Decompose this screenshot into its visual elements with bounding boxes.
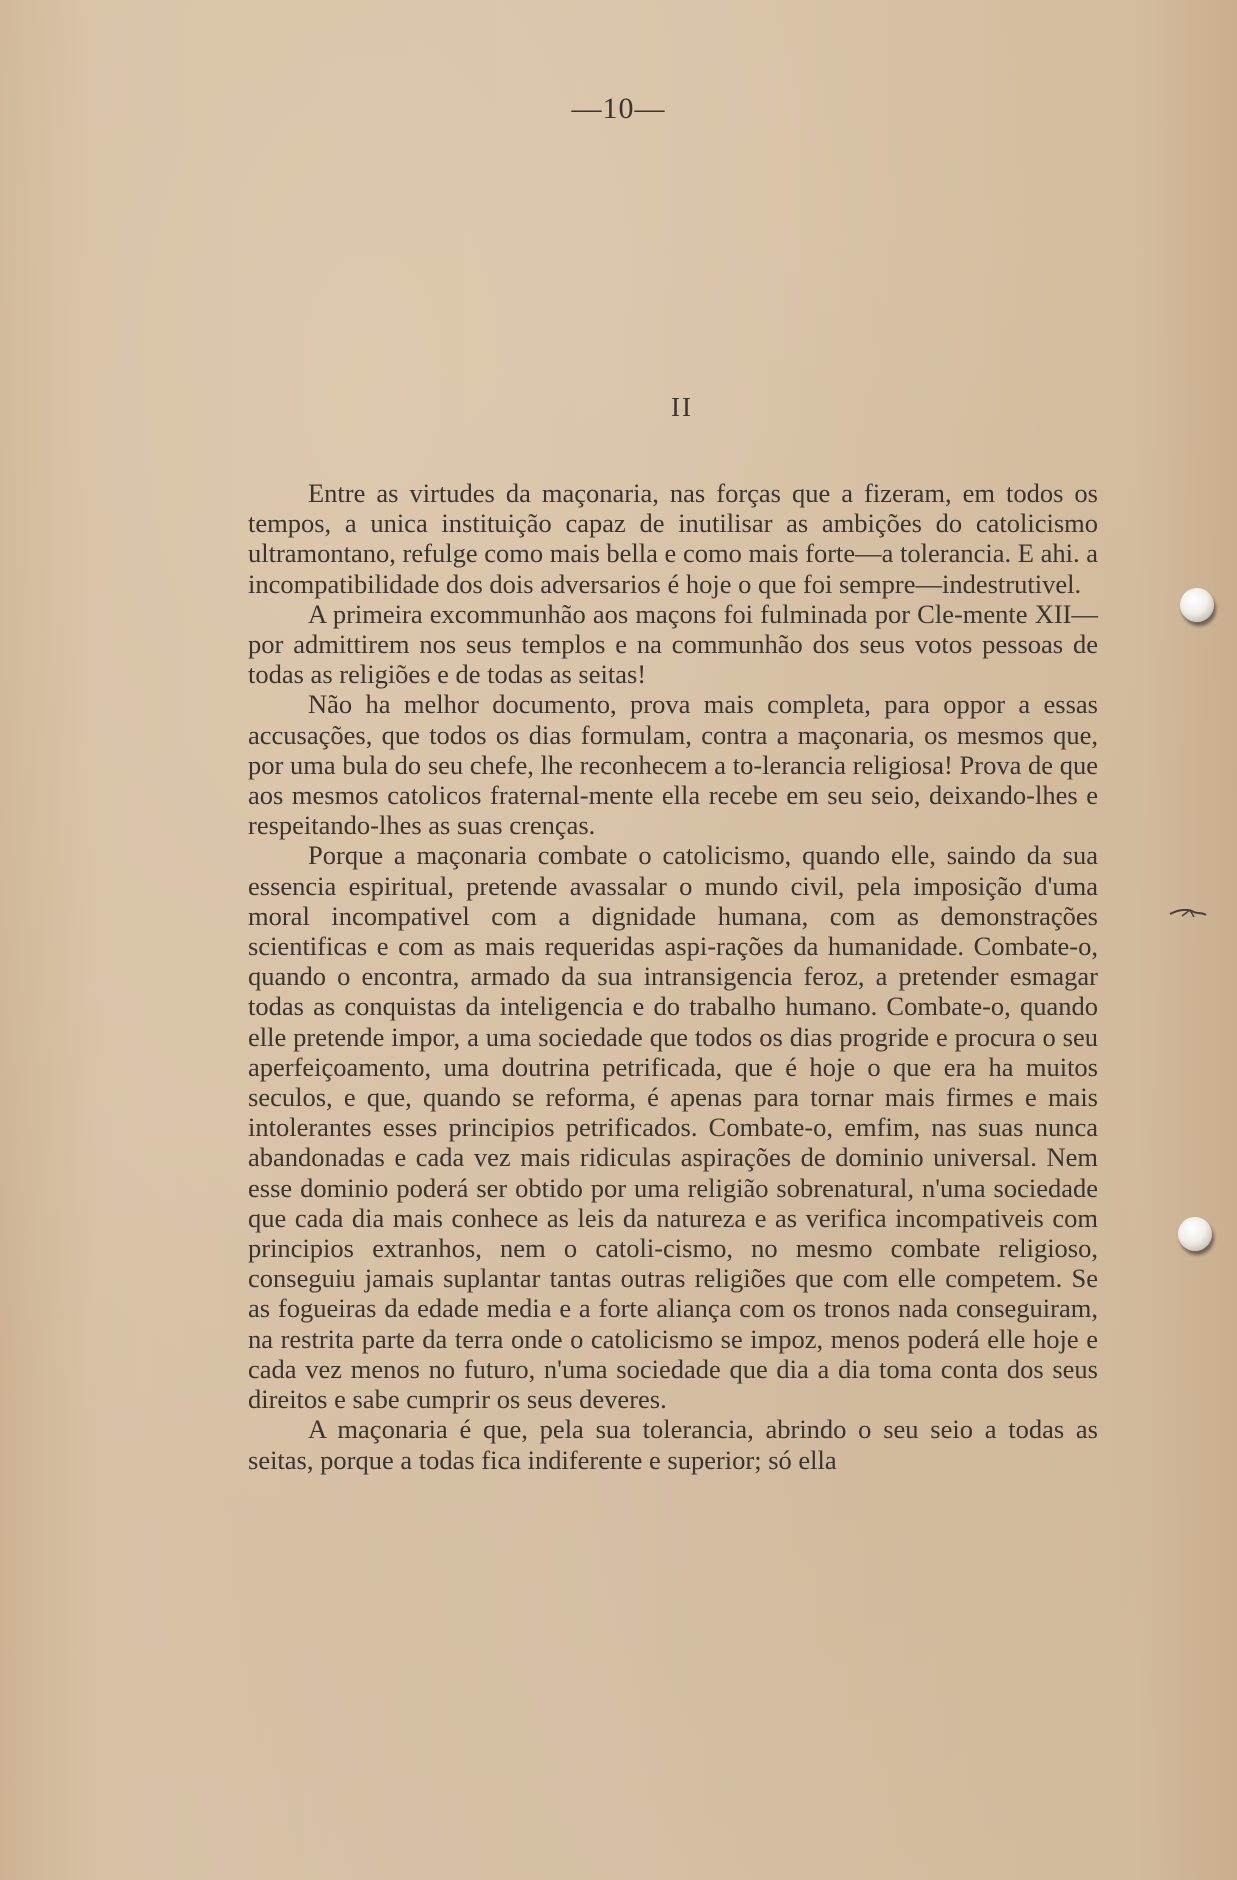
body-text [248, 478, 1098, 1475]
page-number: —10— [571, 92, 666, 125]
paragraph: Entre as virtudes da maçonaria, nas forças que a fizeram, em todos os tempos, a unica instituição capaz de inutilisar as ambições do catolicismo ultramontano, refulge como mais bella e como mais forte—a tolerancia. E ahi. a incompatibilidade dos dois adversarios é hoje o que foi sempre—indestrutivel. [248, 478, 1098, 599]
paragraph: A primeira excommunhão aos maçons foi fulminada por Cle-mente XII—por admittirem nos seus templos e na communhão dos seus votos pessoas de todas as religiões e de todas as seitas! [248, 598, 1098, 690]
margin-ink-mark [1168, 906, 1208, 920]
punch-hole-bottom [1178, 1217, 1212, 1251]
punch-hole-top [1180, 588, 1214, 622]
paragraph: Porque a maçonaria combate o catolicismo, quando elle, saindo da sua essencia espiritual, pretende avassalar o mundo civil, pela imposição d'uma moral incompativel com a dignidade humana, com as demonstrações scientificas e com as mais requeridas aspi-rações da humanidade. Combate-o, quando o encontra, armado da sua intransigencia feroz, a pretender esmagar todas as conquistas da inteligencia e do trabalho humano. Combate-o, quando elle pretende impor, a uma sociedade que todos os dias progride e procura o seu aperfeiçoamento, uma doutrina petrificada, que é hoje o que era ha muitos seculos, e que, quando se reforma, é apenas para tornar mais firmes e mais intolerantes esses principios petrificados. Combate-o, emfim, nas suas nunca abandonadas e cada vez mais ridiculas aspirações de dominio universal. Nem esse dominio poderá ser obtido por uma religião sobrenatural, n'uma sociedade que cada dia mais conhece as leis da natureza e as verifica incompativeis com principios extranhos, nem o catoli-cismo, no mesmo combate religioso, conseguiu jamais suplantar tantas outras religiões que com elle competem. Se as fogueiras da edade media e a forte aliança com os tronos nada conseguiram, na restrita parte da terra onde o catolicismo se impoz, menos poderá elle hoje e cada vez menos no futuro, n'uma sociedade que dia a dia toma conta dos seus direitos e sabe cumprir os seus deveres. [248, 840, 1098, 1415]
section-heading: II [671, 392, 693, 422]
paragraph: A maçonaria é que, pela sua tolerancia, abrindo o seu seio a todas as seitas, porque a todas fica indiferente e superior; só ella [248, 1414, 1098, 1475]
paragraph: Não ha melhor documento, prova mais completa, para oppor a essas accusações, que todos os dias formulam, contra a maçonaria, os mesmos que, por uma bula do seu chefe, lhe reconhecem a to-lerancia religiosa! Prova de que aos mesmos catolicos fraternal-mente ella recebe em seu seio, deixando-lhes e respeitando-lhes as suas crenças. [248, 689, 1098, 841]
